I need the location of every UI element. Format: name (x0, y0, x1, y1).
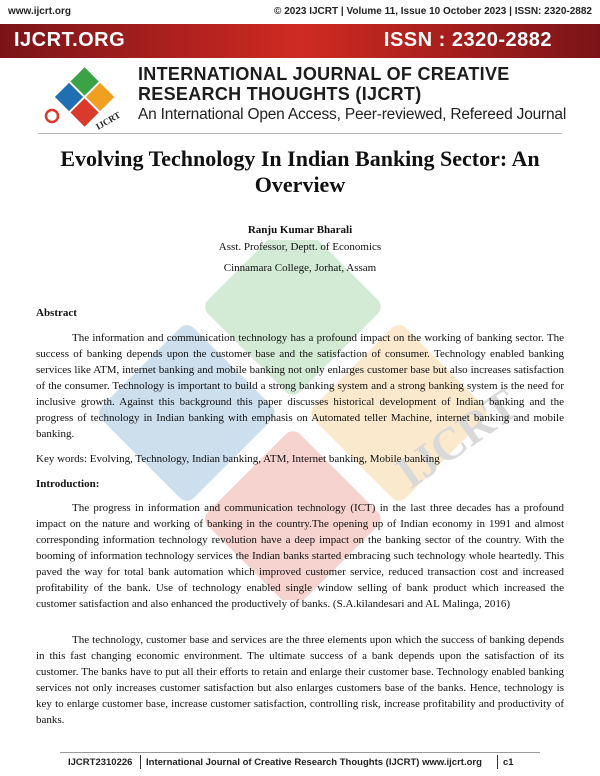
journal-title (138, 64, 598, 104)
running-header (8, 6, 592, 20)
journal-logo (38, 62, 134, 132)
journal-banner (0, 24, 600, 58)
abstract-paragraph: The information and communication technology has a profound impact on the working of banking sector. The success of banking depends upon the customer base and the satisfaction of consumer. Technology enabled banking services like ATM, internet banking and mobile banking not only enlarges customer base but also increases satisfaction of the consumer. Technology is important to build a strong banking system and a strong banking system is the need for inclusive growth. Against this background this paper discusses historical development of Indian banking and the progress of technology in Indian banking with emphasis on Automated teller Machine, internet banking and mobile banking. (36, 332, 564, 440)
journal-title-line1: INTERNATIONAL JOURNAL OF CREATIVE (138, 64, 510, 84)
journal-title-line2: RESEARCH THOUGHTS (IJCRT) (138, 84, 422, 104)
citation-line: © 2023 IJCRT | Volume 11, Issue 10 October 2023 | ISSN: 2320-2882 (274, 6, 592, 17)
article-title: Evolving Technology In Indian Banking Sector: An Overview (60, 146, 540, 197)
logo-gear-icon (46, 110, 58, 122)
logo-text: IJCRT (94, 109, 123, 132)
footer-divider (60, 752, 540, 753)
footer-separator (140, 755, 141, 769)
introduction-paragraph-2: The technology, customer base and services are the three elements upon which the success of banking depends in this fast changing economic environment. The ultimate success of a bank depends upon the satisfaction of its customer. The banks have to put all their efforts to retain and enlarge their customer base. Technology enabled banking services not only increases customer satisfaction but also enlarges customers base of the banks. Hence, technology is key to enlarge customer base, increase customer satisfaction, controlling risk, increase profitability and productivity of banks. (36, 634, 564, 726)
keywords: Key words: Evolving, Technology, Indian banking, ATM, Internet banking, Mobile banking (36, 453, 440, 465)
introduction-heading: Introduction: (36, 478, 100, 490)
footer-journal: International Journal of Creative Research Thoughts (IJCRT) www.ijcrt.org (146, 757, 482, 768)
footer-separator (497, 755, 498, 769)
watermark-text: IJCRT (386, 378, 528, 499)
banner-site: IJCRT.ORG (14, 29, 126, 51)
author-affiliation-dept: Asst. Professor, Deptt. of Economics (218, 241, 382, 253)
header-divider (38, 133, 562, 134)
author-affiliation-college: Cinnamara College, Jorhat, Assam (223, 262, 377, 274)
site-url: www.ijcrt.org (8, 6, 71, 17)
abstract-heading: Abstract (36, 307, 77, 319)
banner-issn: ISSN : 2320-2882 (383, 29, 552, 51)
journal-subtitle: An International Open Access, Peer-reviewed, Refereed Journal (138, 106, 567, 123)
page-number: c1 (503, 757, 514, 768)
author-name: Ranju Kumar Bharali (247, 224, 353, 236)
introduction-paragraph-1: The progress in information and communication technology (ICT) in the last three decades has a profound impact on the nature and working of banking in the country.The opening up of Indian economy in 1991 and almost corresponding information technology revolution have a deep impact on the banking sector of the country. With the booming of information technology services the Indian banks started embracing such technology whole heartedly. This paved the way for total bank automation which improved customer service, reduced transaction cost and increased profitability of the bank. Use of technology enabled single window selling of bank product which increased the customer satisfaction and also enhanced the productively of banks. (S.A.kilandesari and AL Malinga, 2016) (36, 502, 564, 610)
paper-id: IJCRT2310226 (68, 757, 133, 768)
